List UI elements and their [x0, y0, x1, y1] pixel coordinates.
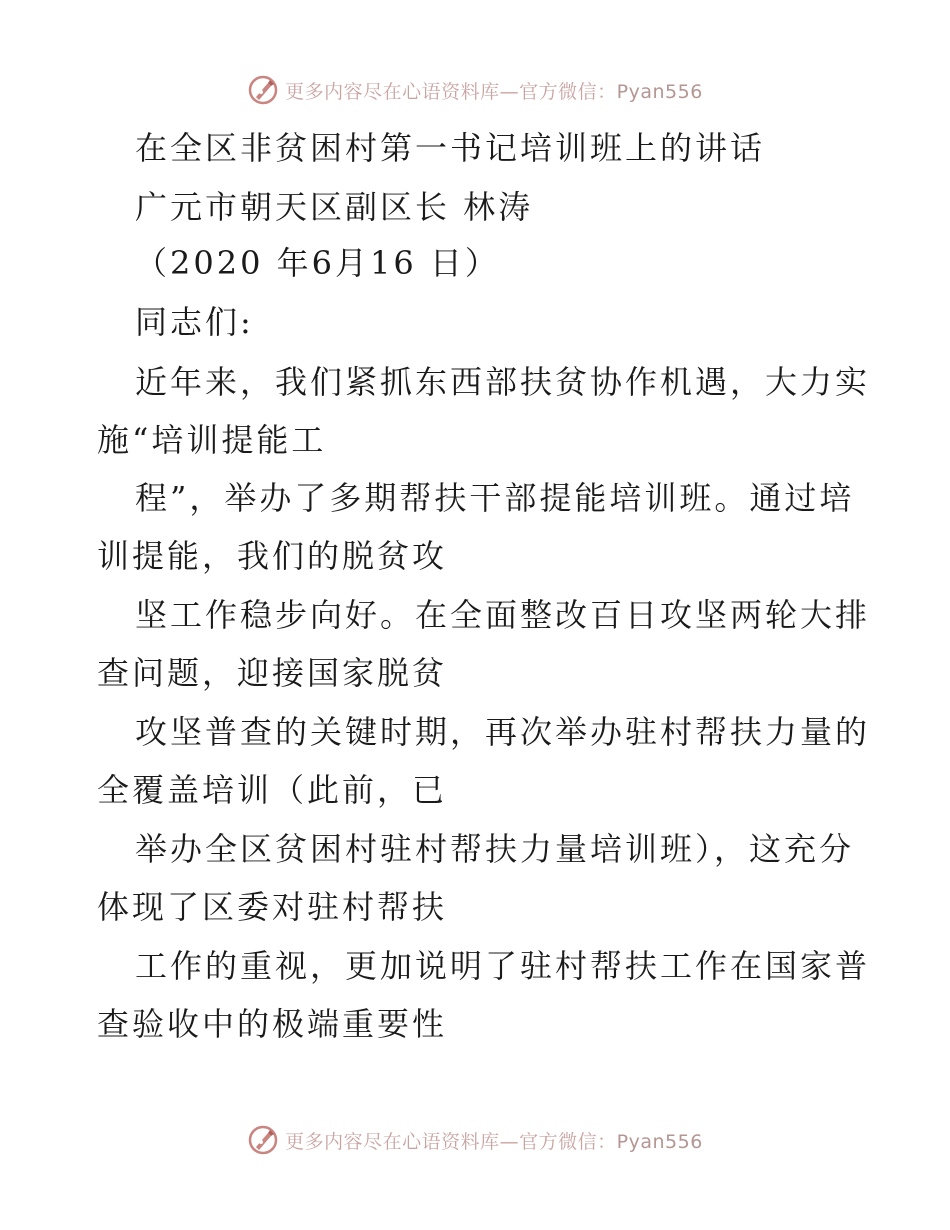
watermark-text: 更多内容尽在心语资料库—官方微信：Pyan556 — [285, 80, 703, 103]
body-line: 训提能，我们的脱贫攻 — [97, 537, 448, 575]
body-line: 攻坚普查的关键时期，再次举办驻村帮扶力量的 — [135, 713, 871, 751]
body-line: 坚工作稳步向好。在全面整改百日攻坚两轮大排 — [135, 596, 871, 634]
body-line: 程”，举办了多期帮扶干部提能培训班。通过培 — [135, 479, 855, 517]
body-line: 体现了区委对驻村帮扶 — [97, 888, 448, 926]
pen-seal-icon — [247, 74, 279, 106]
body-line: 举办全区贫困村驻村帮扶力量培训班），这充分 — [135, 830, 855, 868]
document-author: 广元市朝天区副区长 林涛 — [135, 188, 534, 226]
body-line: 工作的重视，更加说明了驻村帮扶工作在国家普 — [135, 947, 871, 985]
salutation: 同志们: — [135, 303, 254, 341]
body-line: 施“培训提能工 — [97, 421, 327, 459]
watermark-text: 更多内容尽在心语资料库—官方微信：Pyan556 — [285, 1130, 703, 1153]
body-line: 查验收中的极端重要性 — [97, 1005, 448, 1043]
document-title: 在全区非贫困村第一书记培训班上的讲话 — [135, 129, 766, 167]
watermark-bottom — [0, 1120, 950, 1160]
pen-seal-icon — [247, 1124, 279, 1156]
body-line: 查问题，迎接国家脱贫 — [97, 654, 448, 692]
watermark-top — [0, 70, 950, 110]
document-date: （2020 年6月16 日） — [135, 244, 500, 282]
body-line: 近年来，我们紧抓东西部扶贫协作机遇，大力实 — [135, 363, 871, 401]
body-line: 全覆盖培训（此前，已 — [97, 771, 448, 809]
